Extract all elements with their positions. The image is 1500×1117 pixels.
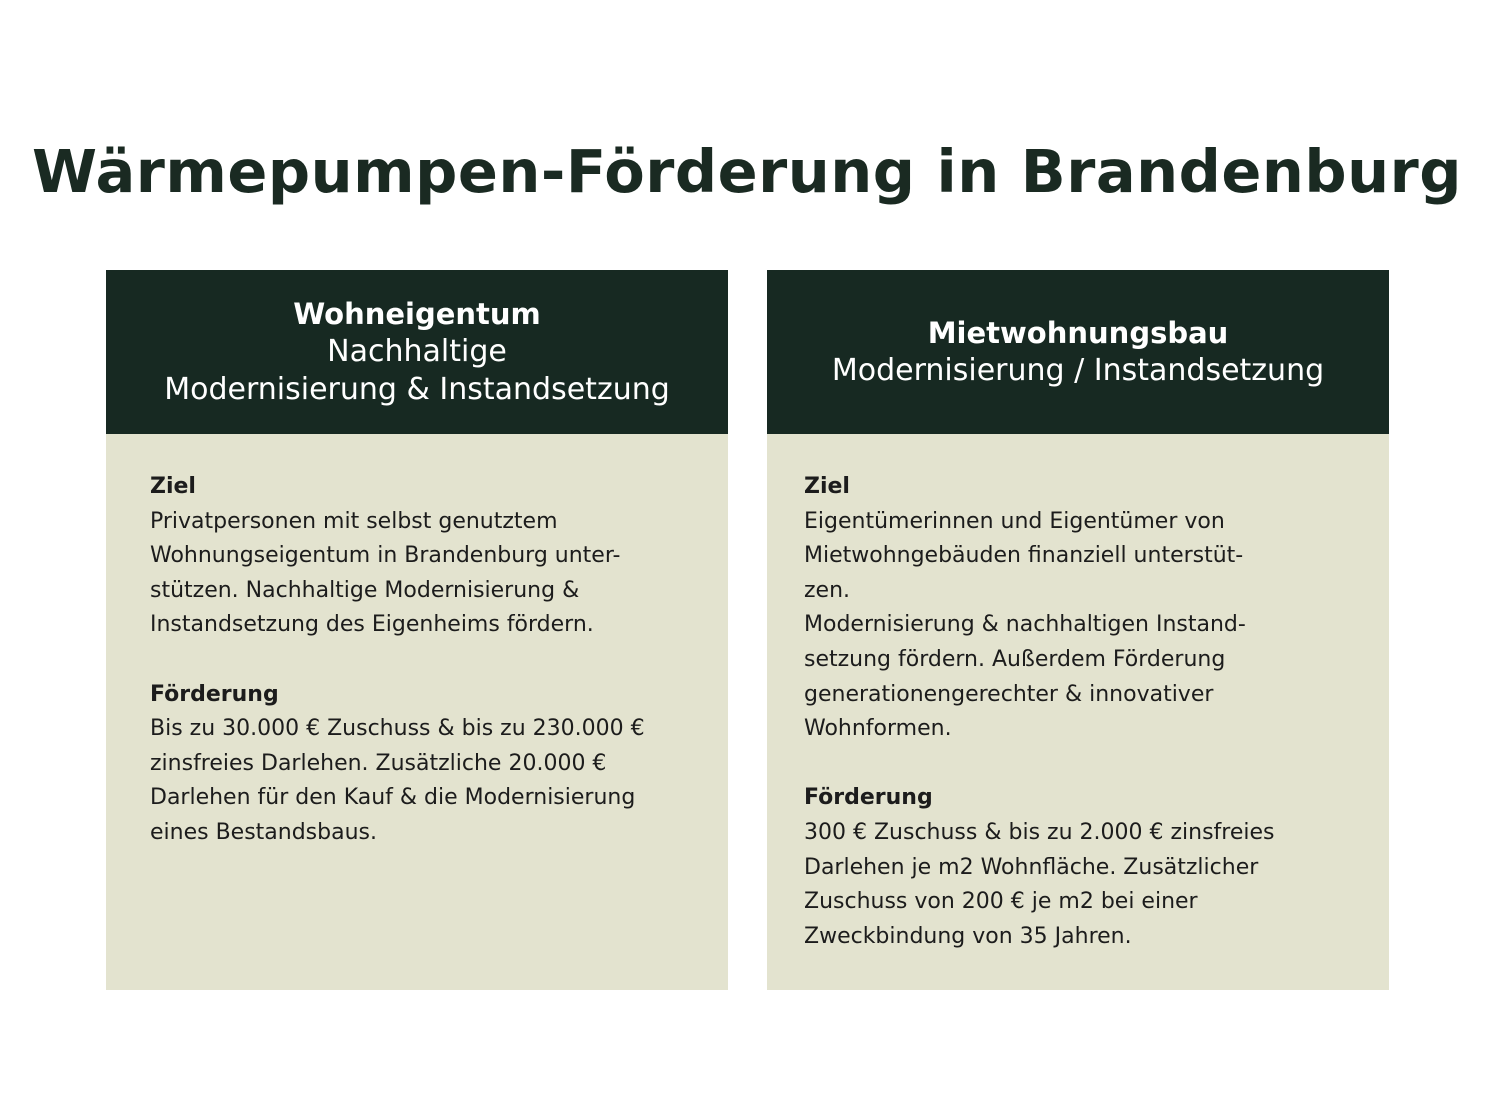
card-body xyxy=(150,470,715,851)
foerderung-text-line: Bis zu 30.000 € Zuschuss & bis zu 230.000 € xyxy=(150,716,645,742)
ziel-label: Ziel xyxy=(804,474,850,499)
ziel-text-line: Modernisierung & nachhaltigen Instand- xyxy=(804,612,1246,638)
card-header-subtitle-line: Modernisierung / Instandsetzung xyxy=(831,353,1325,388)
foerderung-text-line: 300 € Zuschuss & bis zu 2.000 € zinsfreies xyxy=(804,819,1275,845)
foerderung-text-line: Darlehen je m2 Wohnfläche. Zusätzlicher xyxy=(804,854,1259,880)
page-title: Wärmepumpen-Förderung in Brandenburg xyxy=(32,137,1462,206)
foerderung-label: Förderung xyxy=(150,681,279,707)
card-wohneigentum xyxy=(106,270,728,990)
foerderung-text-line: Zuschuss von 200 € je m2 bei einer xyxy=(804,889,1198,915)
ziel-label: Ziel xyxy=(150,474,196,499)
ziel-text-line: Instandsetzung des Eigenheims fördern. xyxy=(150,612,594,638)
foerderung-text-line: eines Bestandsbaus. xyxy=(150,819,377,845)
ziel-text-line: setzung fördern. Außerdem Förderung xyxy=(804,646,1226,672)
ziel-text-line: Wohnungseigentum in Brandenburg unter- xyxy=(150,543,621,569)
card-header-title: Mietwohnungsbau xyxy=(927,316,1229,350)
ziel-text-line: stützen. Nachhaltige Modernisierung & xyxy=(150,577,580,603)
ziel-text-line: Wohnformen. xyxy=(804,716,952,742)
card-header-title: Wohneigentum xyxy=(293,297,541,331)
foerderung-text-line: zinsfreies Darlehen. Zusätzliche 20.000 € xyxy=(150,750,607,776)
foerderung-text-line: Zweckbindung von 35 Jahren. xyxy=(804,923,1132,949)
ziel-text-line: generationengerechter & innovativer xyxy=(804,681,1214,707)
card-body xyxy=(804,470,1374,954)
section-spacer xyxy=(804,747,1374,782)
card-header-subtitle-line: Nachhaltige xyxy=(327,334,507,369)
card-mietwohnungsbau xyxy=(767,270,1389,990)
card-header-subtitle-line: Modernisierung & Instandsetzung xyxy=(164,372,670,407)
card-header xyxy=(106,270,728,434)
ziel-text-line: Eigentümerinnen und Eigentümer von xyxy=(804,508,1225,534)
ziel-text-line: Mietwohngebäuden finanziell unterstüt- xyxy=(804,543,1244,569)
foerderung-text-line: Darlehen für den Kauf & die Modernisierung xyxy=(150,785,636,811)
foerderung-label: Förderung xyxy=(804,785,933,811)
card-header xyxy=(767,270,1389,434)
section-spacer xyxy=(150,643,715,678)
ziel-text-line: Privatpersonen mit selbst genutztem xyxy=(150,508,558,534)
ziel-text-line: zen. xyxy=(804,577,851,603)
